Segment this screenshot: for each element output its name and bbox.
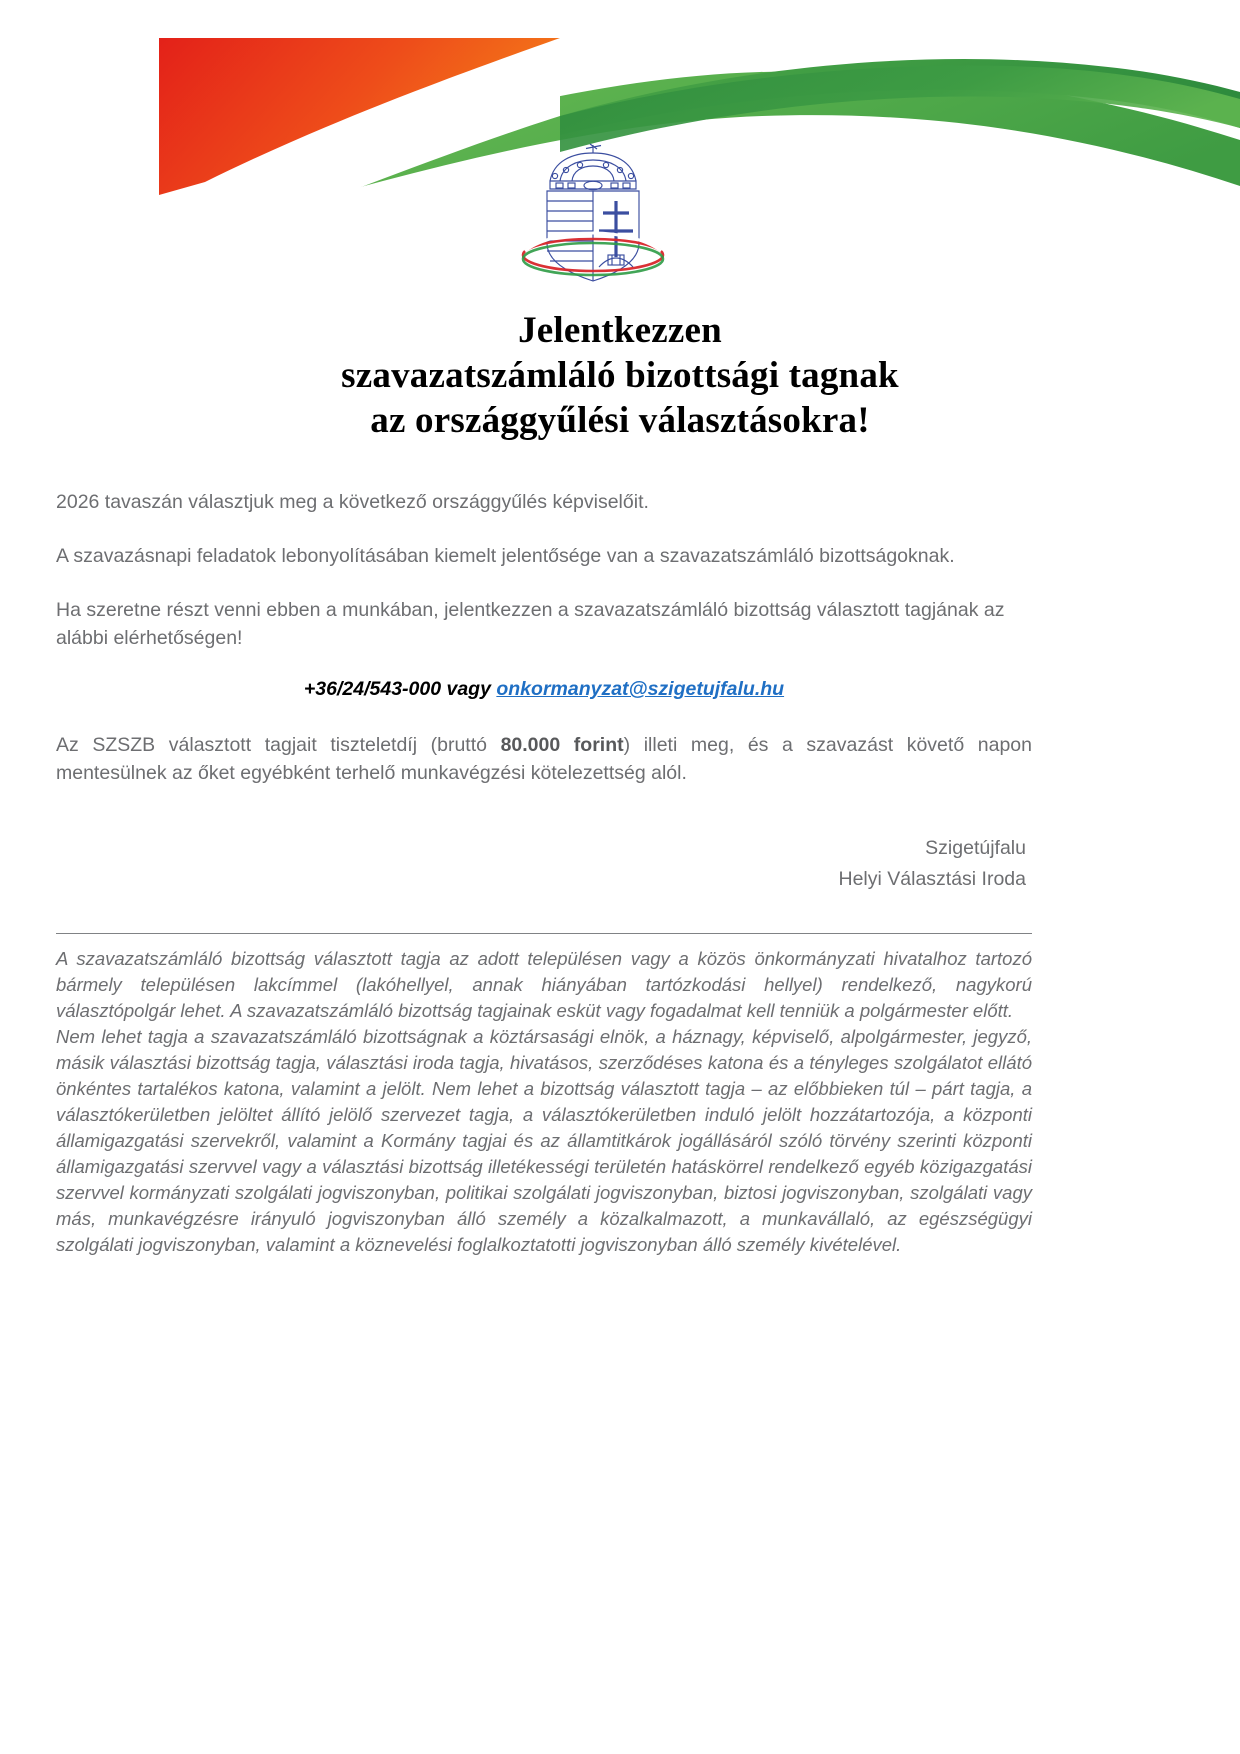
fee-amount: 80.000 forint [500, 734, 624, 756]
hungarian-coat-of-arms-icon [498, 143, 688, 288]
paragraph-2: A szavazásnapi feladatok lebonyolításában kiemelt jelentősége van a szavazatszámláló bizottságoknak. [56, 545, 955, 567]
paragraph-3: Ha szeretne részt venni ebben a munkában, jelentkezzen a szavazatszámláló bizottság választott tagjának az alábbi elérhetőségen! [56, 599, 1005, 649]
fee-text-after: ) illeti meg, és a szavazást követő napon mentesülnek az őket egyébként terhelő munkavégzési kötelezettség alól. [56, 734, 1032, 784]
contact-email-link[interactable]: onkormanyzat@szigetujfalu.hu [496, 678, 785, 700]
paragraph-1: 2026 tavaszán választjuk meg a következő országgyűlés képviselőit. [56, 491, 649, 513]
contact-line [56, 678, 1032, 701]
page-title [0, 308, 1240, 443]
signature-office: Helyi Választási Iroda [838, 868, 1026, 890]
document-body [56, 488, 1032, 1258]
contact-phone: +36/24/543-000 vagy [303, 678, 497, 700]
signature-municipality: Szigetújfalu [925, 837, 1026, 859]
legal-paragraph-1: A szavazatszámláló bizottság választott tagja az adott településen vagy a közös önkormányzati hivatalhoz tartozó bármely településen lakcímmel (lakóhellyel, annak hiányában tartózkodási hellyel) rendelkező, nagykorú választópolgár lehet. A szavazatszámláló bizottság tagjainak esküt vagy fogadalmat kell tenniük a polgármester előtt. [56, 948, 1032, 1021]
divider [56, 933, 1032, 934]
legal-paragraph-2: Nem lehet tagja a szavazatszámláló bizottságnak a köztársasági elnök, a háznagy, képviselő, alpolgármester, jegyző, másik választási bizottság tagja, választási iroda tagja, hivatásos, szerződéses katona és a tényleges szolgálatot ellátó önkéntes tartalékos katona, valamint a jelölt. Nem lehet a bizottság választott tagja – az előbbieken túl – párt tagja, a választókerületben jelöltet állító jelölő szervezet tagja, a választókerületben induló jelölt hozzátartozója, a központi államigazgatási szervekről, valamint a Kormány tagjai és az államtitkárok jogállásáról szóló törvény szerinti központi államigazgatási szervvel vagy a választási bizottság illetékességi területén hatáskörrel rendelkező egyéb közigazgatási szervvel kormányzati szolgálati jogviszonyban, politikai szolgálati jogviszonyban, biztosi jogviszonyban, szolgálati vagy más, munkavégzésre irányuló jogviszonyban álló személy a közalkalmazott, a munkavállaló, az egészségügyi szolgálati jogviszonyban, valamint a köznevelési foglalkoztatotti jogviszonyban álló személy kivételével. [56, 1026, 1032, 1255]
fee-paragraph [56, 731, 1032, 787]
title-line-1: Jelentkezzen [518, 310, 722, 351]
title-line-2: szavazatszámláló bizottsági tagnak [341, 355, 899, 396]
title-line-3: az országgyűlési választásokra! [370, 400, 870, 441]
fee-text-before: Az SZSZB választott tagjait tiszteletdíj (bruttó [56, 734, 501, 756]
signature-block [56, 833, 1032, 895]
